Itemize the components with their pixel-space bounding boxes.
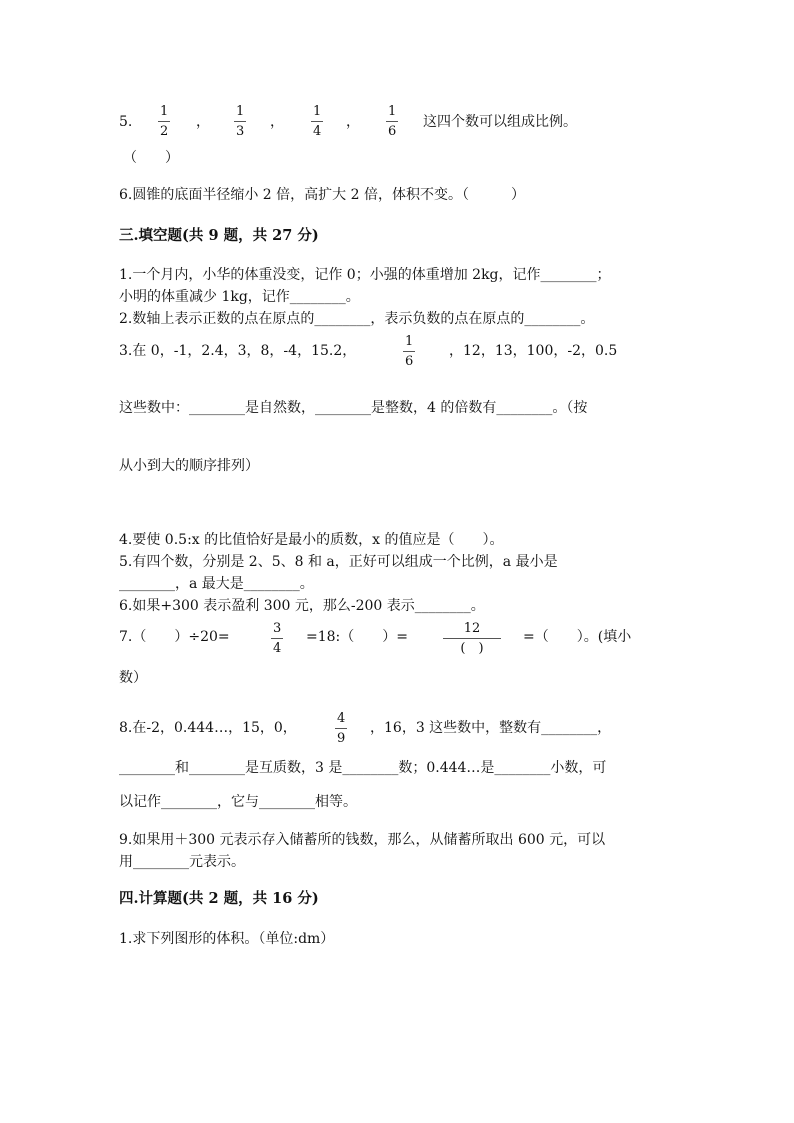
fraction-bar <box>443 638 501 639</box>
fraction-denominator: 4 <box>273 641 282 656</box>
fill-7-fraction-2 <box>443 621 501 656</box>
fill-7-part-1: 7.（ ）÷20= <box>119 629 230 645</box>
fraction-numerator: 1 <box>313 104 322 119</box>
fill-8-line-3: 以记作________，它与________相等。 <box>119 794 357 810</box>
fill-1-line-1: 1.一个月内，小华的体重没变，记作 0；小强的体重增加 2kg，记作________； <box>119 267 611 283</box>
fraction-denominator: 9 <box>337 731 346 746</box>
q5-fraction-2 <box>234 104 246 139</box>
fraction-bar <box>311 121 323 122</box>
q5-fraction-4 <box>386 104 398 139</box>
fraction-bar <box>158 121 170 122</box>
fill-7-fraction-1 <box>271 621 283 656</box>
fraction-numerator: 12 <box>463 621 481 636</box>
fraction-numerator: 1 <box>405 334 414 349</box>
fraction-denominator: 6 <box>405 354 414 369</box>
fill-8-before: 8.在-2，0.444…，15，0， <box>119 720 297 736</box>
fill-4: 4.要使 0.5:x 的比值恰好是最小的质数，x 的值应是（ ）。 <box>119 532 504 548</box>
fill-7-part-2: =18:（ ）= <box>306 629 408 645</box>
fraction-numerator: 1 <box>160 104 169 119</box>
q6-statement: 6.圆锥的底面半径缩小 2 倍，高扩大 2 倍，体积不变。（ ） <box>119 187 525 203</box>
fill-9-line-2: 用________元表示。 <box>119 854 245 870</box>
fraction-bar <box>403 351 415 352</box>
fill-6: 6.如果+300 表示盈利 300 元，那么-200 表示________。 <box>119 598 485 614</box>
fill-7-line-2: 数） <box>119 670 147 686</box>
fill-7-part-3: =（ ）。(填小 <box>523 629 632 645</box>
fill-3-after: ，12，13，100，-2，0.5 <box>449 343 618 359</box>
fill-1-line-2: 小明的体重减少 1kg，记作________。 <box>119 289 360 305</box>
fraction-bar <box>234 121 246 122</box>
q5-answer-paren: （ ） <box>123 150 179 166</box>
q5-comma-2: ， <box>270 114 284 130</box>
fraction-denominator: 3 <box>236 124 245 139</box>
fill-3-line-3: 从小到大的顺序排列） <box>119 458 259 474</box>
q5-statement: 这四个数可以组成比例。 <box>423 114 577 130</box>
fraction-denominator: 4 <box>313 124 322 139</box>
section-4-heading: 四.计算题(共 2 题，共 16 分) <box>119 890 319 907</box>
section-3-heading: 三.填空题(共 9 题，共 27 分) <box>119 227 319 244</box>
fill-8-line-2: ________和________是互质数，3 是________数；0.444…是________小数，可 <box>119 760 607 776</box>
fill-2: 2.数轴上表示正数的点在原点的________，表示负数的点在原点的________。 <box>119 311 595 327</box>
calc-1: 1.求下列图形的体积。（单位:dm） <box>119 931 335 947</box>
q5-comma-1: ， <box>196 114 210 130</box>
fill-5-line-1: 5.有四个数，分别是 2、5、8 和 a，正好可以组成一个比例，a 最小是 <box>119 554 558 570</box>
fill-3-line-2: 这些数中：________是自然数，________是整数，4 的倍数有________。（按 <box>119 400 588 416</box>
fill-8-fraction <box>335 711 347 746</box>
q5-fraction-3 <box>311 104 323 139</box>
fraction-numerator: 1 <box>236 104 245 119</box>
fraction-denominator: 6 <box>388 124 397 139</box>
fraction-numerator: 3 <box>273 621 282 636</box>
fraction-bar <box>271 638 283 639</box>
q5-fraction-1 <box>158 104 170 139</box>
q5-number: 5. <box>119 114 133 130</box>
fraction-numerator: 1 <box>388 104 397 119</box>
fill-3-fraction <box>403 334 415 369</box>
fraction-numerator: 4 <box>337 711 346 726</box>
fill-3-before: 3.在 0，-1，2.4，3，8，-4，15.2， <box>119 343 357 359</box>
fill-8-after: ，16，3 这些数中，整数有________， <box>370 720 612 736</box>
fraction-bar <box>335 728 347 729</box>
q5-comma-3: ， <box>346 114 360 130</box>
fraction-denominator: ( ) <box>460 641 484 656</box>
fraction-bar <box>386 121 398 122</box>
fraction-denominator: 2 <box>160 124 169 139</box>
fill-9-line-1: 9.如果用＋300 元表示存入储蓄所的钱数，那么，从储蓄所取出 600 元，可以 <box>119 832 606 848</box>
fill-5-line-2: ________，a 最大是________。 <box>119 576 314 592</box>
